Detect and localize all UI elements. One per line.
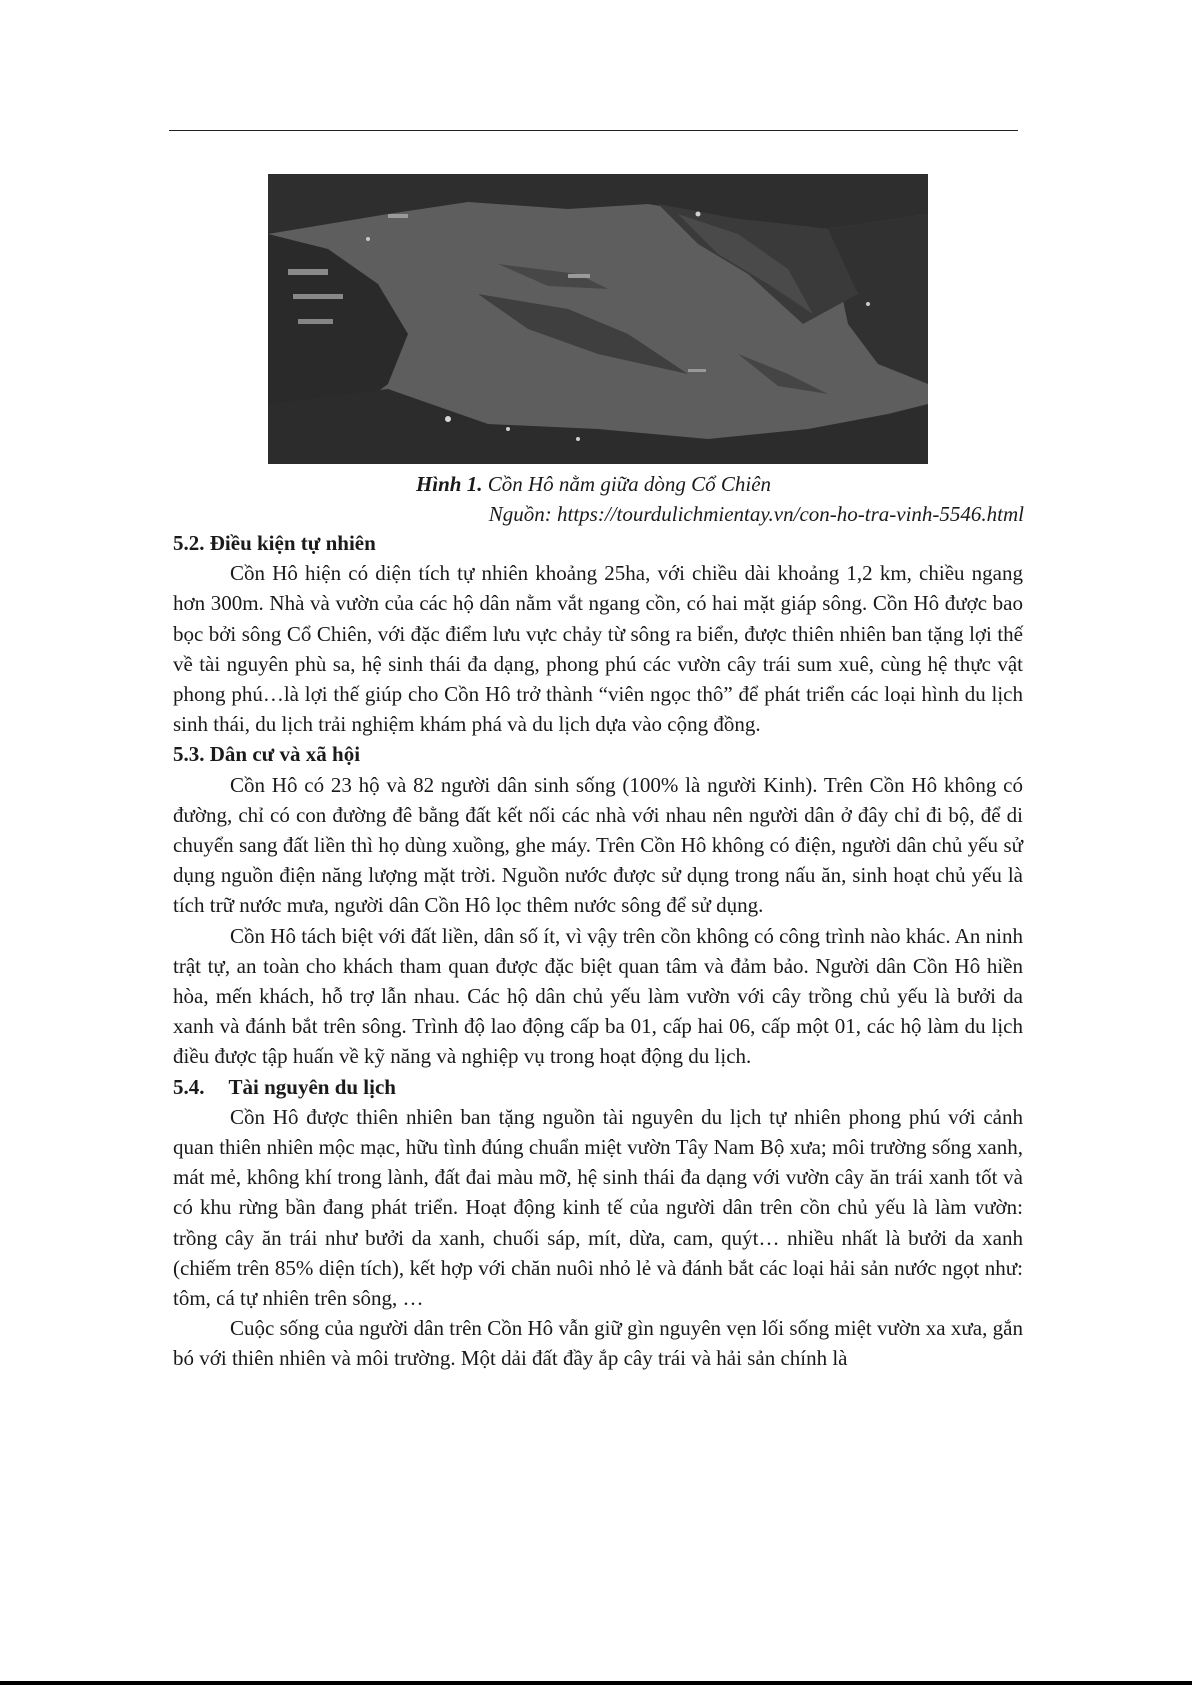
- section-title: Dân cư và xã hội: [209, 742, 361, 767]
- figure-source: Nguồn: https://tourdulichmientay.vn/con-ho-tra-vinh-5546.html: [488, 502, 1024, 526]
- section-heading: [173, 739, 1023, 769]
- document-body: [173, 528, 1023, 1374]
- section-title: Điều kiện tự nhiên: [209, 531, 376, 555]
- figure-caption-label: Hình 1.: [415, 472, 483, 496]
- section-heading: [173, 1072, 1023, 1102]
- paragraph: Cồn Hô được thiên nhiên ban tặng nguồn tài nguyên du lịch tự nhiên phong phú với cảnh quan thiên nhiên mộc mạc, hữu tình đúng chuẩn miệt vườn Tây Nam Bộ xưa; môi trường sống xanh, mát mẻ, không khí trong lành, đất đai màu mỡ, hệ sinh thái đa dạng với vườn cây ăn trái xanh tốt và có khu rừng bần đang phát triển. Hoạt động kinh tế của người dân trên cồn chủ yếu là làm vườn: trồng cây ăn trái như bưởi da xanh, chuối sáp, mít, dừa, cam, quýt… nhiều nhất là bưởi da xanh (chiếm trên 85% diện tích), kết hợp với chăn nuôi nhỏ lẻ và đánh bắt các loại hải sản nước ngọt như: tôm, cá tự nhiên trên sông, …: [173, 1104, 1023, 1311]
- paragraph: Cồn Hô tách biệt với đất liền, dân số ít, vì vậy trên cồn không có công trình nào khác. An ninh trật tự, an toàn cho khách tham quan được đặc biệt quan tâm và đảm bảo. Người dân Cồn Hô hiền hòa, mến khách, hỗ trợ lẫn nhau. Các hộ dân chủ yếu làm vườn với cây trồng chủ yếu là bưởi da xanh và đánh bắt trên sông. Trình độ lao động cấp ba 01, cấp hai 06, cấp một 01, các hộ làm du lịch điều được tập huấn về kỹ năng và nghiệp vụ trong hoạt động du lịch.: [173, 923, 1023, 1069]
- paragraph: Cồn Hô có 23 hộ và 82 người dân sinh sống (100% là người Kinh). Trên Cồn Hô không có đường, chỉ có con đường đê bằng đất kết nối các nhà với nhau nên người dân ở đây chỉ đi bộ, để di chuyển sang đất liền thì họ dùng xuồng, ghe máy. Trên Cồn Hô không có điện, người dân chủ yếu sử dụng nguồn điện năng lượng mặt trời. Nguồn nước được sử dụng trong nấu ăn, sinh hoạt chủ yếu là tích trữ nước mưa, người dân Cồn Hô lọc thêm nước sông để sử dụng.: [173, 772, 1023, 918]
- paragraph: Cuộc sống của người dân trên Cồn Hô vẫn giữ gìn nguyên vẹn lối sống miệt vườn xa xưa, gắn bó với thiên nhiên và môi trường. Một dải đất đầy ắp cây trái và hải sản chính là: [173, 1316, 1023, 1371]
- paragraph: Cồn Hô hiện có diện tích tự nhiên khoảng 25ha, với chiều dài khoảng 1,2 km, chiều ngang hơn 300m. Nhà và vườn của các hộ dân nằm vắt ngang cồn, có hai mặt giáp sông. Cồn Hô được bao bọc bởi sông Cổ Chiên, với đặc điểm lưu vực chảy từ sông ra biển, được thiên nhiên ban tặng lợi thế về tài nguyên phù sa, hệ sinh thái đa dạng, phong phú các vườn cây trái sum xuê, cùng hệ thực vật phong phú…là lợi thế giúp cho Cồn Hô trở thành “viên ngọc thô” để phát triển các loại hình du lịch sinh thái, du lịch trải nghiệm khám phá và du lịch dựa vào cộng đồng.: [173, 561, 1023, 737]
- section-number: 5.4.: [173, 1074, 205, 1099]
- section-number: 5.3.: [173, 742, 205, 767]
- section-number: 5.2.: [173, 531, 205, 555]
- figure-satellite-image: [268, 174, 928, 464]
- figure-caption-text: Cồn Hô nằm giữa dòng Cổ Chiên: [482, 472, 772, 496]
- section-heading: [173, 528, 1023, 558]
- page-bottom-edge: [0, 1681, 1192, 1685]
- section-title: Tài nguyên du lịch: [228, 1074, 396, 1099]
- figure-caption: [169, 469, 1018, 499]
- header-rule: [169, 130, 1018, 131]
